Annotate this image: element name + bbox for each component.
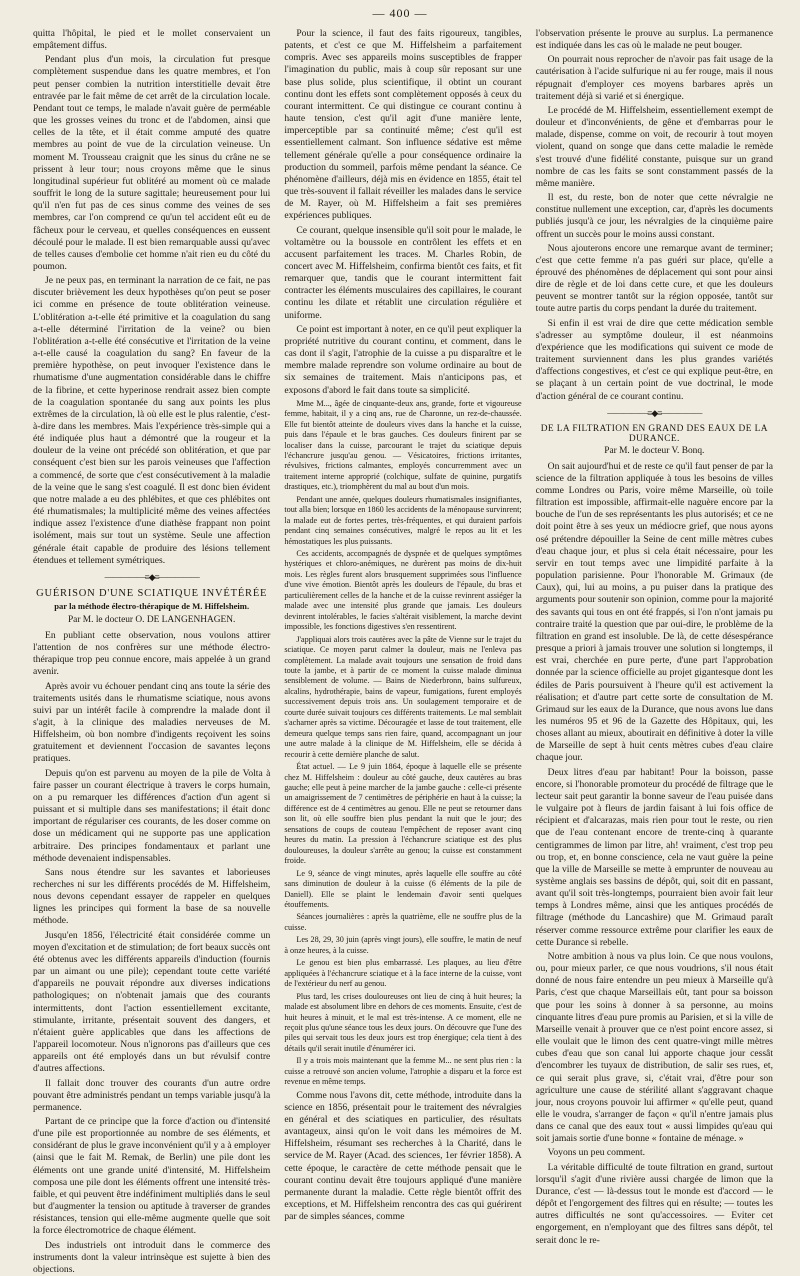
paragraph: Notre ambition à nous va plus loin. Ce que nous voulons, ou, pour mieux parler, ce que nous voudrions, s'il nous était donné de nous faire entendre un peu mieux à Marseille qu'à Paris, c'est que chaque Marseillais eût, tant pour sa boisson que pour les soins à donner à sa personne, au moins cinquante litres d'eau pure promis au Parisien, et si la ville de Marseille venait à prouver que ce n'est point encore assez, si elle voulait que le limon des cent quatre-vingt mille mètres cubes d'eau que son canal lui apporte chaque jour cessât d'encombrer les tuyaux de distribution, de salir ses rues, et, ce qui serait plus grave, si, c'était vrai, d'être pour son agriculture une cause de stérilité allant s'aggravant chaque jour, nous croyons pouvoir lui affirmer « qu'elle peut, quand elle le voudra, s'arranger de façon « qu'il n'entre jamais plus dans ce canal que des eaux tout « aussi limpides qu'eau qui soit jamais sortie d'une bonne « fontaine de ménage. »	[535, 950, 773, 1145]
paragraph: Comme nous l'avons dit, cette méthode, introduite dans la science en 1856, présentait pour le traitement des névralgies en général et des sciatiques en particulier, des résultats avantageux, ainsi qu'on le voit dans les mémoires de M. Hiffelsheim, résumant ses recherches à la Charité, dans le service de M. Rayer (Acad. des sciences, 1er février 1858). A cette époque, le caractère de cette méthode pensait que le courant continu devait être toujours appliqué d'une manière permanente durant la maladie. Cette règle bientôt offrit des exceptions, et M. Hiffelsheim rencontra des cas qui guérirent par de simples séances, comme	[284, 1089, 522, 1223]
paragraph: l'observation présente le prouve au surplus. La permanence est indiquée dans les cas où le malade ne peut bouger.	[535, 28, 773, 52]
paragraph: Ce point est important à noter, en ce qu'il peut expliquer la propriété nutritive du courant continu, et comment, dans le cas dont il s'agit, l'atrophie de la cuisse a pu disparaître et le membre malade reprendre son volume ordinaire au bout de six semaines de traitement. Mais n'anticipons pas, et exposons d'abord le fait dans toute sa simplicité.	[284, 323, 522, 396]
paragraph: Pendant plus d'un mois, la circulation fut presque complètement suspendue dans les quatre membres, et l'on peut penser combien la nutrition interstitielle devait être entravée par le fait même de cet arrêt de la circulation locale. Pendant tout ce temps, le malade n'avait guère de perméable que les grosses veines du tronc et de l'abdomen, ainsi que celles de la tête, et il était comme amputé des quatre membres au point de vue de la circulation veineuse. Un moment M. Trousseau craignit que les sinus du crâne ne se prissent à leur tour; nous croyons même que le sinus longitudinal supérieur fut oblitéré au moment où ce malade souffrit le long de la suture sagittale; heureusement pour lui qu'il n'en fut pas de ces sinus comme des veines de ses membres, car l'on comprend ce qu'un tel accident eût eu de fâcheux pour le cerveau, et quelles conséquences en eussent découlé pour le malade. Il est bien remarquable aussi qu'avec de telles causes d'embolie cet homme n'ait rien eu du côté du poumon.	[33, 54, 271, 272]
paragraph: Il fallait donc trouver des courants d'un autre ordre pouvant être administrés pendant un temps variable jusqu'à la permanence.	[33, 1077, 271, 1113]
paragraph: La véritable difficulté de toute filtration en grand, surtout lorsqu'il s'agit d'une rivière aussi chargée de limon que la Durance, c'est — là-dessus tout le monde est d'accord — le dépôt et l'engorgement des filtres qui en résulte; — toutes les autres difficultés ne sont qu'accessoires. — Eviter cet engorgement, en n'employant que des filtres sans dépôt, tel serait donc le re-	[535, 1161, 773, 1246]
article-author: Par M. le docteur V. Bonq.	[604, 445, 705, 456]
paragraph: Deux litres d'eau par habitant! Pour la boisson, passe encore, si l'honorable promoteur du procédé de filtrage que le lecteur sait peut garantir la bonne saveur de l'eau puisée dans le vulgaire pot à fleurs de jardin faisant à lui fois office de récipient et d'alcarazas, mais rien pour tout le reste, ou rien que de l'eau contenant encore de trente-cinq à quarante centigrammes de limon par litre, ah! vraiment, c'est trop peu ou trop, et, en bonne conscience, cela ne vaut guère la peine que la ville de Marseille se mette à emprunter de nouveau au système anglais ses bassins de dépôt, qui, soit dit en passant, avant qu'il soit très-longtemps, pourraient bien avoir fait leur temps à Londres même, ainsi que les antiques procédés de filtrage (méthode du Lancashire) que M. Grimaud paraît réserver comme ressource extrême pour clarifier les eaux de cette Durance si rebelle.	[535, 766, 773, 948]
column-middle	[284, 28, 522, 1223]
case-paragraph: Pendant une année, quelques douleurs rhumatismales insignifiantes, tout alla bien; lorsque en 1860 les accidents de la ménopause survinrent; la malade eut de fortes pertes, très-fréquentes, et qui duraient parfois pendant cinq semaines consécutives, malgré le repos au lit et les hémostatiques les plus puissants.	[284, 494, 522, 546]
case-paragraph: J'appliquai alors trois cautères avec la pâte de Vienne sur le trajet du sciatique. Ce moyen parut calmer la douleur, mais ne l'enleva pas complètement. La malade avait toujours une sensation de froid dans toute la jambe, et à partir de ce moment la cuisse malade diminua sensiblement de volume. — Bains de Niederbronn, bains sulfureux, alcalins, hydrothérapie, bains de vapeur, fumigations, furent employés successivement depuis trois ans. Un soulagement temporaire et de courte durée suivait toujours ces différents traitements. Le mal semblait s'acharner après sa victime. Découragée et lasse de tout traitement, elle demeura quelque temps sans rien faire, quand, accompagnant un jour une autre malade à la clinique de M. Hiffelsheim, elle se décida à recourir à cette dernière planche de salut.	[284, 634, 522, 759]
page-number: — 400 —	[372, 6, 428, 20]
case-paragraph: Mme M..., âgée de cinquante-deux ans, grande, forte et vigoureuse femme, habitait, il y a cinq ans, rue de Charonne, un rez-de-chaussée. Elle fut bientôt atteinte de douleurs vives dans la hanche et la cuisse, puis dans l'épaule et le bras gauches. Ces douleurs finirent par se localiser dans la cuisse, parcourant le trajet du sciatique depuis l'échancrure jusqu'au genou. — Vésicatoires, frictions irritantes, révulsives, frictions calmantes, employés concurremment avec un traitement interne approprié (colchique, sulfate de quinine, purgatifs drastiques, etc.), triomphèrent du mal au bout d'un mois.	[284, 398, 522, 492]
case-paragraph: Le 9, séance de vingt minutes, après laquelle elle souffre au côté sans diminution de douleur à la cuisse (6 éléments de la pile de Daniell). Elle se plaint le lendemain d'avoir senti quelques étouffements.	[284, 868, 522, 909]
article-title: DE LA FILTRATION EN GRAND DES EAUX DE LA DURANCE.	[540, 423, 768, 444]
case-paragraph: Les 28, 29, 30 juin (après vingt jours), elle souffre, le matin de neuf à onze heures, à la cuisse.	[284, 935, 522, 955]
paragraph: Des industriels ont introduit dans le commerce des instruments dont la valeur intrinsèque est sujette à bien des objections.	[33, 1239, 271, 1275]
case-paragraph: Il y a trois mois maintenant que la femme M... ne sent plus rien : la cuisse a retrouvé son ancien volume, l'atrophie a disparu et la force est revenue en même temps.	[284, 1056, 522, 1087]
article-subtitle: par la méthode électro-thérapique de M. Hiffelsheim.	[54, 600, 250, 611]
paragraph: quitta l'hôpital, le pied et le mollet conservaient un empâtement diffus.	[33, 28, 271, 52]
paragraph: Ce courant, quelque insensible qu'il soit pour le malade, le voltamètre ou la boussole en contrôlent les effets et en accusent parfaitement les traces. M. Charles Robin, de concert avec M. Hiffelsheim, confirma bientôt ces faits, et fit remarquer que, tandis que le courant intermittent fait contracter les éléments musculaires des capillaires, le courant continu les dilate et rétablit une circulation régulière et uniforme.	[284, 224, 522, 321]
article-title: GUÉRISON D'UNE SCIATIQUE INVÉTÉRÉE	[36, 587, 268, 599]
article-author: Par M. le docteur O. DE LANGENHAGEN.	[67, 614, 236, 625]
section-divider: —————≡◆≡—————	[607, 407, 702, 418]
section-divider: —————≡◆≡—————	[104, 571, 199, 582]
column-left	[33, 28, 271, 1275]
paragraph: Depuis qu'on est parvenu au moyen de la pile de Volta à faire passer un courant électrique à travers le corps humain, on a pu remarquer les différences d'action d'un agent si puissant et si multiple dans ses manifestations; il était donc important de régulariser ces courants, de les doser comme on dose un médicament qui ne supporte pas une application arbitraire. Des principes fondamentaux et parlant une méthode devenaient indispensables.	[33, 767, 271, 864]
case-paragraph: Ces accidents, accompagnés de dyspnée et de quelques symptômes hystériques et chloro-anémiques, ne durèrent pas moins de dix-huit mois. Les règles furent alors brusquement supprimées sous l'influence d'une vive émotion. Bientôt après les douleurs de l'épaule, du bras et particulièrement celles de la hanche et de la cuisse revinrent assiéger la malade avec une intensité plus grande que jamais. Les douleurs devinrent intolérables, le facies s'altérait visiblement, la marche devint impossible, les fonctions digestives s'en ressentirent.	[284, 549, 522, 632]
paragraph: On sait aujourd'hui et de reste ce qu'il faut penser de par la science de la filtration appliquée à tous les besoins de villes comme Londres ou Paris, voire même Marseille, où toile filtration est impossible, affirmait-elle naguère encore par la bouche de l'un de ses représentants les plus autorisés; et ce ne doit point être à ses yeux un médiocre grief, que nous ayons osé prétendre dépouiller la Seine de cent mille mètres cubes d'eau chaque jour, et plus si cela était nécessaire, pour les servir en tout temps avec une limpidité parfaite à la population parisienne. Pour l'honorable M. Grimaux (de Caux), qui, lui au moins, a pu puiser dans la pratique des arguments pour soutenir son opinion, comme pour la majorité des savants qui tous en ont été frappés, si l'on n'ont jamais pu contraire traité la question que par oui-dire, le problème de la filtration en grand est insoluble. De là, de cette désespérance presque a priori à jamais trouver une solution si longtemps, il est vrai, cherchée en pure perte, d'une part l'approbation donnée par la science officielle au projet gigantesque dont les édiles de Paris poursuivent à l'heure qu'il est activement la réalisation; et d'autre part cette sorte de consultation de M. Grimaud sur les eaux de la Durance, que nous avons lue dans les numéros 95 et 96 de la Gazette des Hôpitaux, qui, les choses allant au mieux, aboutirait en définitive à doter la ville de Marseille de sept à huit cents mètres cubes d'eau claire chaque jour.	[535, 460, 773, 764]
paragraph: En publiant cette observation, nous voulons attirer l'attention de nos confrères sur une méthode électro-thérapique trop peu connue encore, mais appelée à un grand avenir.	[33, 629, 271, 678]
paragraph: Pour la science, il faut des faits rigoureux, tangibles, patents, et c'est ce que M. Hiffelsheim a parfaitement compris. Avec ses appareils moins susceptibles de frapper l'imagination du public, mais à coup sûr reposant sur une base plus solide, plus scientifique, il obtint un courant continu dont les effets sont complètement opposés à ceux du courant intermittent. Ce qui distingue ce courant continu à haute tension, c'est qu'il agit d'une manière lente, imperceptible par sa continuité même; c'est qu'il est essentiellement calmant. Son influence sédative est même tellement générale qu'elle a pour conséquence ordinaire la production du sommeil, parfois même pendant la séance. Ce phénomène d'ailleurs, déjà mis en évidence en 1855, était tel que très-souvent il fallait réveiller les malades dans le service de M. Rayer, où M. Hiffelsheim a fait ses premières expériences publiques.	[284, 28, 522, 222]
paragraph: Le procédé de M. Hiffelsheim, essentiellement exempt de douleur et d'inconvénients, de gêne et d'embarras pour le malade, dispense, comme on voit, de recourir à tout moyen violent, quand on songe que dans cette maladie le remède s'est trouvé d'une fidélité constante, puisque sur un grand nombre de cas les faits se sont constamment passés de la même manière.	[535, 104, 773, 189]
column-right	[535, 28, 773, 1246]
paragraph: Partant de ce principe que la force d'action ou d'intensité d'une pile est proportionnée au nombre de ses éléments, et considérant de plus le grave inconvénient qu'il y a à employer (ainsi que le fait M. Remak, de Berlin) une pile dont les éléments ont une grande unité d'intensité, M. Hiffelsheim composa une pile dont les éléments offrent une intensité très-faible, et qui peuvent être indéfiniment multipliés dans le seul but d'augmenter la tension ou aptitude à traverser de grandes résistances, tension qui elle-même augmente quelle que soit la force électromotrice de chaque élément.	[33, 1115, 271, 1237]
columns	[33, 28, 773, 1275]
paragraph: Après avoir vu échouer pendant cinq ans toute la série des traitements usités dans le rhumatisme sciatique, nous avons suivi par un intérêt facile à comprendre la malade dont il s'agit, à la clinique des maladies nerveuses de M. Hiffelsheim, où bon nombre d'indigents reçoivent les soins gratuitement et deviennent l'occasion de savantes leçons pratiques.	[33, 680, 271, 765]
paragraph: Si enfin il est vrai de dire que cette médication semble s'adresser au symptôme douleur, il est néanmoins d'expérience que les modifications qui suivent ce mode de traitement surviennent dans les plus grandes variétés d'affections congestives, et c'est ce qui explique peut-être, en se plaçant à un certain point de vue doctrinal, le mode d'action général de ce courant continu.	[535, 317, 773, 402]
paragraph: On pourrait nous reprocher de n'avoir pas fait usage de la cautérisation à l'acide sulfurique ni au fer rouge, mais il nous répugnait d'employer ces moyens barbares après un traitement déjà si varié et si énergique.	[535, 54, 773, 102]
paragraph: Voyons un peu comment.	[547, 1147, 646, 1159]
case-paragraph: Séances journalières : après la quatrième, elle ne souffre plus de la cuisse.	[284, 912, 522, 932]
paragraph: Je ne peux pas, en terminant la narration de ce fait, ne pas discuter brièvement les deux hypothèses qu'on peut se poser ici comme en présence de toute oblitération veineuse. L'oblitération a-t-elle été primitive et la coagulation du sang a-t-elle déterminé l'irritation de la veine? ou bien l'oblitération a-t-elle été consécutive et l'irritation de la veine a-t-elle causé la coagulation du sang? En faveur de la première hypothèse, on peut invoquer l'existence dans le rhumatisme d'une augmentation considérable dans le chiffre de la fibrine, et cette hyperinose rendrait assez bien compte de la coagulation spontanée du sang aux points les plus extrêmes de la circulation, là où elle est le plus ralentie, c'est-à-dire dans les membres. Mais l'expérience très-simple qui a été indiquée plus haut a démontré que la rougeur et la douleur de la veine ont précédé son oblitération, et que par conséquent c'est bien sur les parois veineuses que l'affection a commencé, de sorte que c'est consécutivement à la maladie de la veine que le sang s'est coagulé. Il est donc bien évident que notre malade a eu des phlébites, et que ces phlébites ont été rhumatismales; la multiplicité même des veines affectées indique assez l'existence d'une diathèse frappant non point isolément, mais sur tout un système. Seule une affection générale était capable de produire des lésions tellement étendues et tellement symétriques.	[33, 275, 271, 566]
case-paragraph: Plus tard, les crises douloureuses ont lieu de cinq à huit heures; la malade est absolument libre en dehors de ces moments. Ensuite, c'est de huit heures à minuit, et le mal est très-intense. A ce moment, elle ne reçoit plus qu'une séance tous les deux jours. On découvre que l'une des piles qui servait tous les deux jours est trop énergique; cela tient à des détails qu'il serait inutile d'énumérer ici.	[284, 991, 522, 1053]
case-paragraph: État actuel. — Le 9 juin 1864, époque à laquelle elle se présente chez M. Hiffelsheim : douleur au côté gauche, deux cautères au bras gauche; elle peut à peine marcher de la jambe gauche : celle-ci présente un amaigrissement de 7 centimètres de périphérie en haut à la cuisse; la différence est de 4 centimètres au genou. Elle ne peut se retourner dans son lit, où elle souffre bien plus pendant la nuit que le jour; des sensations de coups de couteau l'empêchent de reposer avant cinq heures du matin. La pression à l'échancrure sciatique est des plus douloureuses, la douleur s'arrête au genou; la cuisse est constamment froide.	[284, 762, 522, 866]
paragraph: Sans nous étendre sur les savantes et laborieuses recherches ni sur les différents procédés de M. Hiffelsheim, nous devons cependant essayer de rappeler en quelques lignes les principes qui forment la base de sa nouvelle méthode.	[33, 866, 271, 927]
paragraph: Jusqu'en 1856, l'électricité était considérée comme un moyen d'excitation et de stimulation; de fort beaux succès ont été obtenus avec les différents appareils d'induction (fournis par un aimant ou une pile); cependant toute cette variété d'appareils ne pouvait répondre aux diverses indications pathologiques; on n'obtenait jamais que des courants intermittents, dont l'action essentiellement excitante, stimulante, irritante, présentait souvent des dangers, et n'étaient guère applicables que dans les affections de l'appareil locomoteur. Nous n'ignorons pas d'ailleurs que ces appareils ont été employés dans un but révulsif contre d'autres affections.	[33, 929, 271, 1075]
case-paragraph: Le genou est bien plus embarrassé. Les plaques, au lieu d'être appliquées à l'échancrure sciatique et à la face interne de la cuisse, vont de l'extérieur du nerf au genou.	[284, 958, 522, 989]
paragraph: Nous ajouterons encore une remarque avant de terminer; c'est que cette femme n'a pas guéri sur place, qu'elle a éprouvé des phénomènes de déplacement qui sont pour ainsi dire de règle et de loi dans cette cure, et que les douleurs peuvent se montrer tantôt sur la région opposée, tantôt sur toute autre partis du corps pendant la durée du traitement.	[535, 242, 773, 315]
paragraph: Il est, du reste, bon de noter que cette névralgie ne constitue nullement une exception, car, d'après les documents publiés jusqu'à ce jour, les névralgies de la cinquième paire offrent un succès pour le moins aussi constant.	[535, 192, 773, 240]
